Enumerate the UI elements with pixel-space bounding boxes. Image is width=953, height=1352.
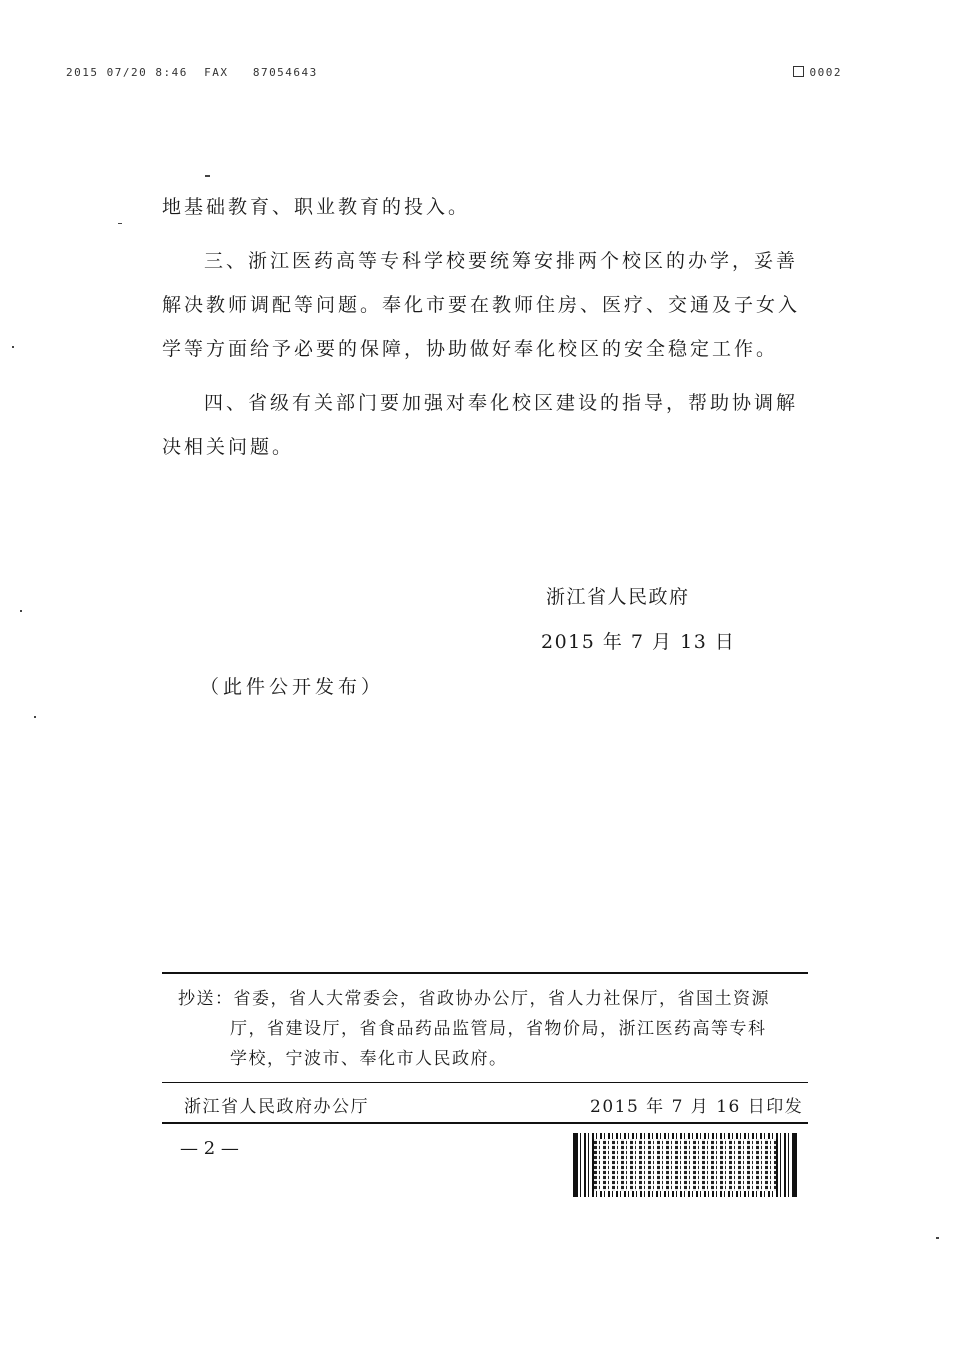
scan-speck <box>936 1237 939 1239</box>
cc-label: 抄送： <box>178 989 234 1009</box>
barcode-pattern <box>594 1139 776 1191</box>
paragraph-2: 三、浙江医药高等专科学校要统筹安排两个校区的办学，妥善解决教师调配等问题。奉化市要在教师住房、医疗、交通及子女入学等方面给予必要的保障，协助做好奉化校区的安全稳定工作。 <box>162 250 801 360</box>
scan-speck <box>20 610 22 612</box>
cc-recipients-1: 省委，省人大常委会，省政协办公厅，省人力社保厅，省国土资源 <box>233 989 770 1009</box>
fax-checkbox-icon <box>793 66 804 77</box>
cc-line-2: 厅，省建设厅，省食品药品监管局，省物价局，浙江医药高等专科 <box>230 1019 767 1039</box>
scan-speck <box>12 346 14 348</box>
scan-speck <box>34 716 36 718</box>
fax-transmission-info: 2015 07/20 8:46 FAX 87054643 <box>66 66 318 79</box>
cc-line-3: 学校，宁波市、奉化市人民政府。 <box>230 1049 508 1069</box>
document-body <box>162 185 812 469</box>
cc-line-1 <box>178 984 798 1014</box>
paragraph-1: 地基础教育、职业教育的投入。 <box>162 196 471 218</box>
page-number: — 2 — <box>180 1138 239 1159</box>
issue-date: 2015 年 7 月 16 日印发 <box>590 1097 804 1117</box>
paragraph-3: 四、省级有关部门要加强对奉化校区建设的指导，帮助协调解决相关问题。 <box>162 392 799 458</box>
fax-page-code <box>793 66 843 79</box>
signature-org: 浙江省人民政府 <box>546 586 690 608</box>
cc-bottom-rule <box>162 1082 808 1083</box>
cc-top-rule <box>162 972 808 974</box>
issuer-bottom-rule <box>162 1122 808 1124</box>
cc-block <box>178 984 798 1074</box>
fax-page-code-text: 0002 <box>809 66 842 79</box>
signature-date: 2015 年 7 月 13 日 <box>541 631 736 653</box>
issuing-office: 浙江省人民政府办公厅 <box>184 1097 369 1117</box>
publish-note: （此件公开发布） <box>200 676 385 698</box>
scan-speck <box>118 223 122 224</box>
scan-speck <box>205 175 210 177</box>
document-barcode <box>573 1133 797 1197</box>
